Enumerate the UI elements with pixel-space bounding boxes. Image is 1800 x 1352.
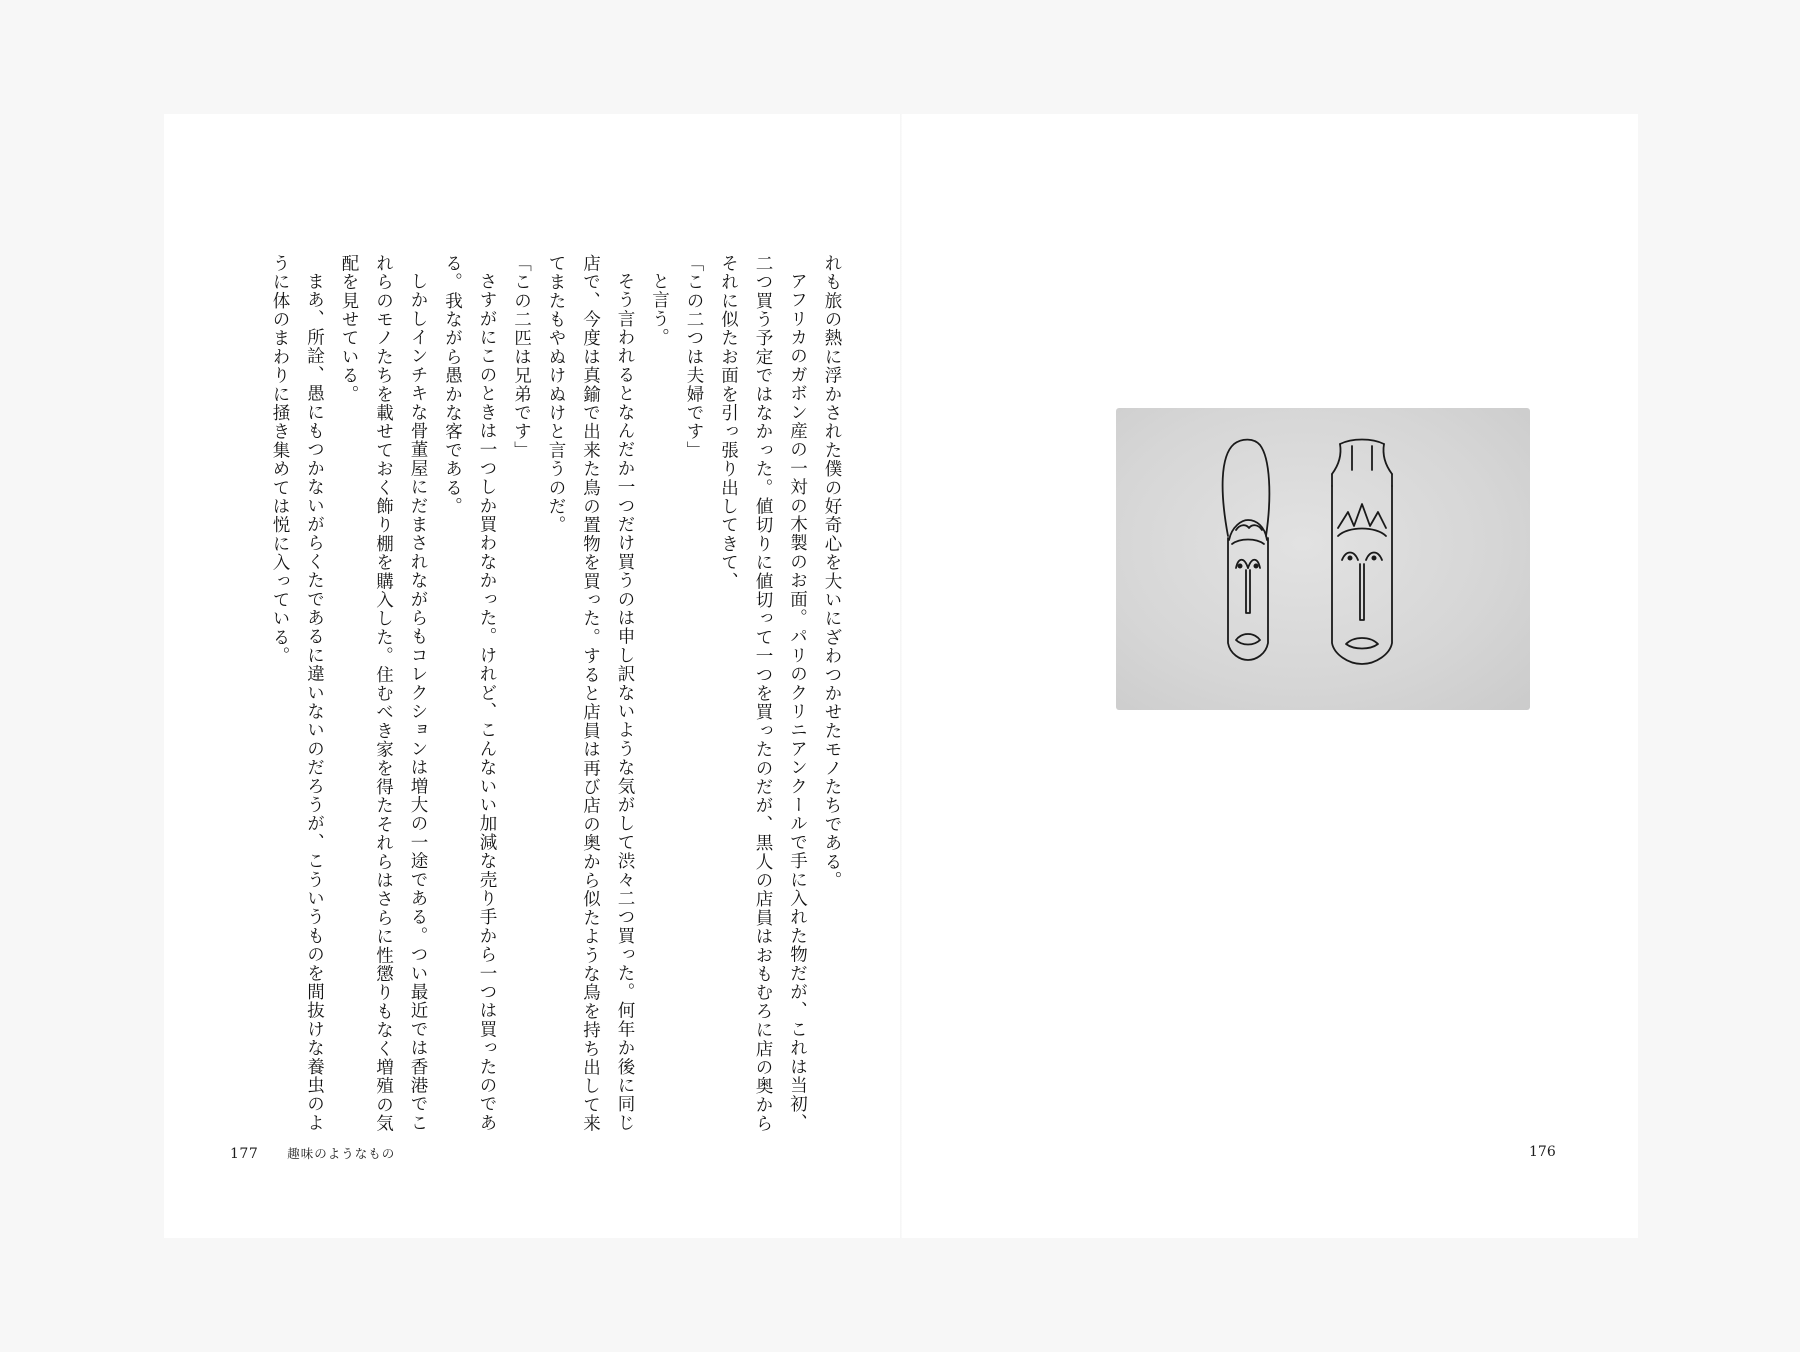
left-mask	[1223, 440, 1270, 660]
mask-drawing	[1116, 408, 1530, 710]
body-paragraph: まあ、所詮、愚にもつかないがらくたであるに違いないのだろうが、こういうものを間抜けな養虫のように体のまわりに掻き集めては悦に入っている。	[270, 254, 325, 1132]
vertical-text-body	[249, 254, 849, 1134]
body-paragraph: アフリカのガボン産の一対の木製のお面。パリのクリニアンクールで手に入れた物だが、これは当初、二つ買う予定ではなかった。値切りに値切って一つを買ったのだが、黒人の店員はおもむろに店の奥からそれに似たお面を引っ張り出してきて、	[718, 254, 808, 1133]
body-paragraph: れも旅の熱に浮かされた僕の好奇心を大いにざわつかせたモノたちである。	[822, 254, 842, 890]
body-paragraph: 「この二匹は兄弟です」	[511, 254, 532, 460]
right-mask	[1332, 440, 1392, 665]
left-page-footer	[230, 1144, 395, 1162]
left-page-number: 177	[230, 1146, 259, 1162]
body-paragraph: しかしインチキな骨董屋にだまされながらもコレクションは増大の一途である。つい最近では香港でこれらのモノたちを載せておく飾り棚を購入した。住むべき家を得たそれらはさらに性懲りもなく増殖の気配を見せている。	[339, 254, 428, 1133]
running-title: 趣味のようなもの	[287, 1146, 396, 1161]
body-paragraph: と言う。	[649, 271, 670, 347]
right-page	[901, 114, 1638, 1238]
left-page	[164, 114, 901, 1238]
book-spread	[164, 114, 1638, 1238]
body-paragraph: そう言われるとなんだか一つだけ買うのは申し訳ないような気がして渋々二つ買った。何年か後に同じ店で、今度は真鍮で出来た鳥の置物を買った。すると店員は再び店の奥から似たような鳥を持ち出して来てまたもやぬけぬけと言うのだ。	[546, 254, 635, 1133]
mask-illustration	[1116, 408, 1530, 710]
body-paragraph: 「この二つは夫婦です」	[684, 254, 704, 460]
body-paragraph: さすがにこのときは一つしか買わなかった。けれど、こんないい加減な売り手から一つは買ったのである。我ながら愚かな客である。	[442, 254, 497, 1132]
right-page-number: 176	[1529, 1144, 1556, 1160]
